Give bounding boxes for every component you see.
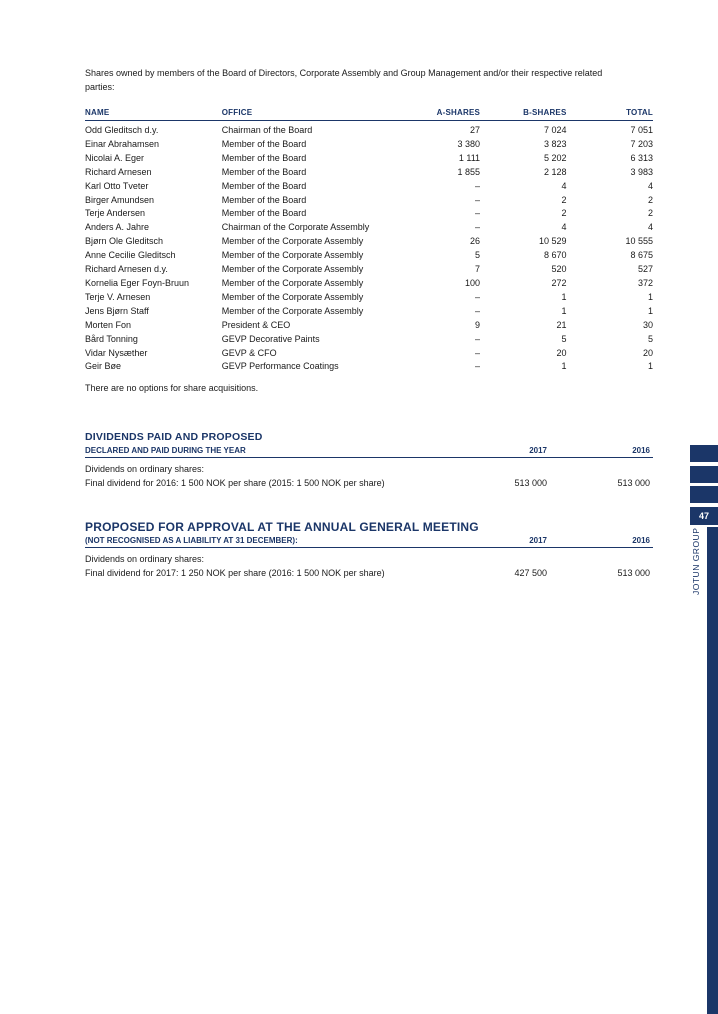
cell-name: Kornelia Eger Foyn-Bruun [85,277,190,288]
dividends-title: DIVIDENDS PAID AND PROPOSED [85,431,263,443]
cell-office: Member of the Corporate Assembly [221,250,364,261]
table-row [85,263,653,277]
table-row [85,194,653,208]
proposed-line1: Dividends on ordinary shares: [85,554,205,564]
shares-table [85,106,653,374]
dividends-year-2017: 2017 [529,446,547,455]
cell-name: Richard Arnesen [85,166,152,177]
cell-office: Member of the Corporate Assembly [221,264,364,275]
cell-total: 20 [642,347,653,358]
cell-office: GEVP Performance Coatings [221,361,339,372]
cell-a-shares: 1 111 [458,152,481,163]
cell-name: Vidar Nysæther [85,347,148,358]
table-row [85,121,653,138]
cell-office: Member of the Board [221,166,307,177]
cell-office: Member of the Board [221,152,307,163]
cell-b-shares: 3 823 [543,138,567,149]
proposed-year-2016: 2016 [632,536,650,545]
page-number: 47 [690,507,718,525]
table-row [85,207,653,221]
cell-office: Chairman of the Corporate Assembly [221,222,370,233]
cell-total: 3 983 [630,166,653,177]
cell-name: Bård Tonning [85,333,138,344]
table-row [85,277,653,291]
cell-total: 4 [647,222,653,233]
cell-name: Einar Abrahamsen [85,138,160,149]
cell-b-shares: 1 [561,291,567,302]
shares-table-header [85,106,653,121]
proposed-value-2016: 513 000 [617,568,650,578]
cell-total: 527 [637,264,653,275]
cell-name: Geir Bøe [85,361,122,372]
cell-a-shares: – [475,208,481,219]
dividends-header [85,444,653,458]
shares-table-body [85,121,653,375]
cell-name: Karl Otto Tveter [85,180,149,191]
cell-name: Birger Amundsen [85,194,155,205]
cell-total: 1 [647,305,653,316]
table-row [85,152,653,166]
cell-b-shares: 20 [556,347,567,358]
cell-name: Terje Andersen [85,208,146,219]
cell-b-shares: 520 [551,264,567,275]
header-a-shares: A-SHARES [423,106,480,121]
cell-b-shares: 5 [561,333,567,344]
cell-a-shares: – [475,291,481,302]
cell-a-shares: – [475,333,481,344]
cell-office: Member of the Corporate Assembly [221,277,364,288]
dividends-subheader: DECLARED AND PAID DURING THE YEAR [85,446,246,455]
header-total: TOTAL [567,106,653,121]
cell-total: 30 [642,319,653,330]
cell-office: GEVP & CFO [221,347,277,358]
cell-name: Bjørn Ole Gleditsch [85,236,164,247]
cell-a-shares: 7 [475,264,481,275]
cell-a-shares: 1 855 [457,166,481,177]
cell-total: 6 313 [630,152,653,163]
cell-name: Morten Fon [85,319,132,330]
cell-a-shares: – [475,361,481,372]
cell-office: Member of the Corporate Assembly [221,291,364,302]
cell-name: Jens Bjørn Staff [85,305,149,316]
cell-a-shares: – [475,180,481,191]
cell-a-shares: 26 [470,236,481,247]
proposed-value-2017: 427 500 [514,568,547,578]
cell-b-shares: 7 024 [543,125,567,135]
table-row [85,166,653,180]
table-row [85,235,653,249]
cell-total: 7 051 [630,125,653,135]
cell-name: Odd Gleditsch d.y. [85,125,159,135]
side-tab-1[interactable] [690,445,718,462]
cell-total: 7 203 [630,138,653,149]
cell-total: 1 [647,361,653,372]
table-row [85,333,653,347]
dividends-row-label [85,462,653,476]
cell-total: 4 [647,180,653,191]
dividends-row-final [85,476,653,490]
cell-b-shares: 10 529 [538,236,567,247]
cell-b-shares: 1 [561,305,567,316]
dividends-line1: Dividends on ordinary shares: [85,464,205,474]
cell-office: Member of the Corporate Assembly [221,236,364,247]
cell-office: Member of the Board [221,194,307,205]
cell-b-shares: 8 670 [543,250,567,261]
cell-b-shares: 2 128 [543,166,567,177]
cell-total: 8 675 [630,250,653,261]
cell-total: 1 [647,291,653,302]
proposed-line2: Final dividend for 2017: 1 250 NOK per share (2016: 1 500 NOK per share) [85,568,385,578]
proposed-subheader: (NOT RECOGNISED AS A LIABILITY AT 31 DECEMBER): [85,536,298,545]
table-row [85,319,653,333]
cell-a-shares: 9 [475,319,481,330]
cell-total: 2 [647,208,653,219]
dividends-value-2016: 513 000 [617,478,650,488]
options-note: There are no options for share acquisitions. [85,383,259,393]
dividends-value-2017: 513 000 [514,478,547,488]
cell-a-shares: 27 [470,125,481,135]
dividends-line2: Final dividend for 2016: 1 500 NOK per share (2015: 1 500 NOK per share) [85,478,385,488]
table-row [85,305,653,319]
cell-office: Chairman of the Board [221,125,313,135]
header-name: NAME [85,106,222,121]
table-row [85,221,653,235]
cell-total: 2 [647,194,653,205]
cell-total: 10 555 [625,236,653,247]
side-tab-2[interactable] [690,466,718,483]
proposed-title: PROPOSED FOR APPROVAL AT THE ANNUAL GENERAL MEETING [85,520,479,534]
proposed-year-2017: 2017 [529,536,547,545]
table-row [85,360,653,374]
dividends-year-2016: 2016 [632,446,650,455]
cell-a-shares: 3 380 [457,138,481,149]
cell-b-shares: 2 [561,208,567,219]
table-row [85,138,653,152]
cell-b-shares: 2 [561,194,567,205]
side-tab-3[interactable] [690,486,718,503]
proposed-row-label [85,552,653,566]
table-row [85,347,653,361]
cell-office: GEVP Decorative Paints [221,333,320,344]
cell-office: Member of the Board [221,138,307,149]
cell-office: President & CEO [221,319,291,330]
header-b-shares: B-SHARES [480,106,566,121]
table-row [85,180,653,194]
cell-b-shares: 21 [556,319,567,330]
proposed-section [85,521,653,580]
table-row [85,249,653,263]
cell-b-shares: 4 [561,222,567,233]
cell-total: 5 [647,333,653,344]
cell-b-shares: 4 [561,180,567,191]
table-row [85,291,653,305]
cell-a-shares: – [475,305,481,316]
cell-total: 372 [637,277,653,288]
cell-a-shares: 5 [475,250,481,261]
header-office: OFFICE [222,106,423,121]
proposed-header [85,534,653,548]
cell-a-shares: – [475,222,481,233]
cell-b-shares: 272 [551,277,567,288]
side-bar [707,527,718,1014]
cell-office: Member of the Corporate Assembly [221,305,364,316]
shares-intro-text: Shares owned by members of the Board of Directors, Corporate Assembly and Group Management and/or their respective related parties: [85,68,603,92]
cell-b-shares: 1 [561,361,567,372]
cell-b-shares: 5 202 [543,152,567,163]
cell-a-shares: 100 [465,277,481,288]
brand-label: JOTUN GROUP [691,527,701,595]
cell-name: Anne Cecilie Gleditsch [85,250,176,261]
cell-office: Member of the Board [221,180,307,191]
cell-name: Anders A. Jahre [85,222,150,233]
cell-office: Member of the Board [221,208,307,219]
proposed-row-final [85,566,653,580]
cell-a-shares: – [475,194,481,205]
cell-name: Richard Arnesen d.y. [85,264,168,275]
cell-name: Terje V. Arnesen [85,291,151,302]
dividends-section [85,431,653,490]
cell-a-shares: – [475,347,481,358]
cell-name: Nicolai A. Eger [85,152,145,163]
